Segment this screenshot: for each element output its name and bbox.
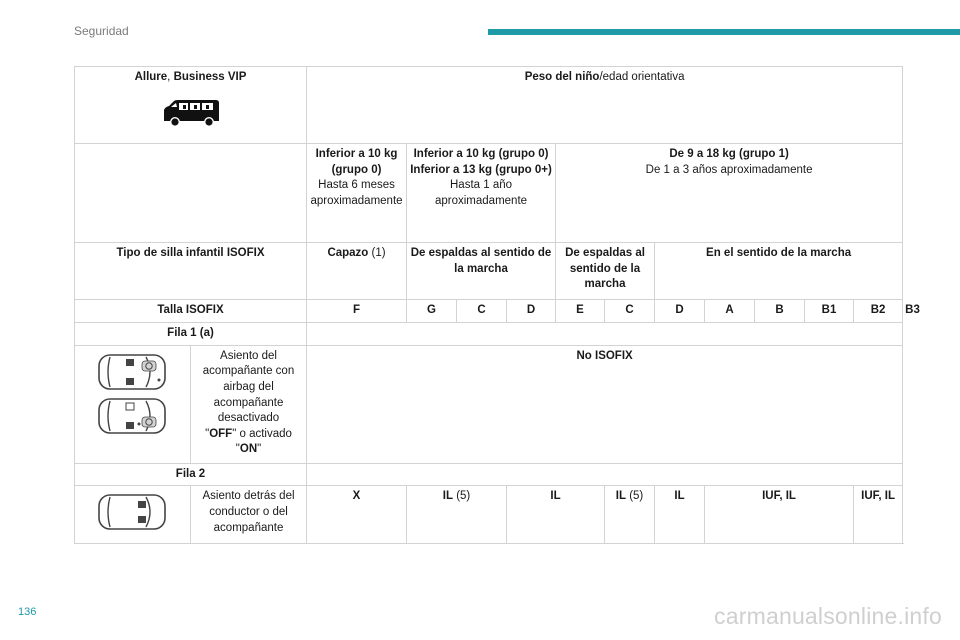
size-cell: G <box>407 300 457 323</box>
car-top-view-icon <box>96 352 170 392</box>
table-row <box>75 486 903 544</box>
size-cell: D <box>655 300 705 323</box>
table-row <box>75 243 903 300</box>
table-row <box>75 67 903 144</box>
group-0plus-cell: Inferior a 10 kg (grupo 0) Inferior a 13 kg (grupo 0+) Hasta 1 año aproximadamente <box>407 144 556 243</box>
size-cell: E <box>556 300 605 323</box>
value-cell: IUF, IL <box>854 486 903 544</box>
rear-seat-diagram-cell <box>75 486 191 544</box>
table-row <box>75 345 903 463</box>
van-icon <box>160 98 222 128</box>
group-0-cell: Inferior a 10 kg (grupo 0) Hasta 6 meses aproximadamente <box>307 144 407 243</box>
size-cell: A <box>705 300 755 323</box>
empty-cell <box>75 144 307 243</box>
table-row: Talla ISOFIX F G C D E C D A B B1 B2 B3 <box>75 300 903 323</box>
section-title: Seguridad <box>74 24 129 38</box>
header-accent-bar <box>488 29 960 35</box>
value-cell: IL <box>507 486 605 544</box>
table-row <box>75 323 903 346</box>
empty-cell <box>307 323 903 346</box>
size-cell: F <box>307 300 407 323</box>
value-cell: IUF, IL <box>705 486 854 544</box>
row-2-label: Fila 2 <box>75 463 307 486</box>
rear-facing-cell: De espaldas al sentido de la marcha <box>407 243 556 300</box>
value-cell: X <box>307 486 407 544</box>
vehicle-version-cell: Allure, Business VIP <box>75 67 307 144</box>
page-number: 136 <box>18 606 37 618</box>
isofix-table <box>74 66 920 544</box>
forward-facing-cell: En el sentido de la marcha <box>655 243 903 300</box>
rear-seat-desc-cell: Asiento detrás del conductor o del acompañante <box>191 486 307 544</box>
passenger-seat-desc-cell: Asiento del acompañante con airbag del acompañante desactivado "OFF" o activado "ON" <box>191 345 307 463</box>
size-cell: B1 <box>805 300 854 323</box>
row-1-label: Fila 1 (a) <box>75 323 307 346</box>
version-name: Allure <box>134 71 168 83</box>
seat-type-label: Tipo de silla infantil ISOFIX <box>75 243 307 300</box>
version-name: Business VIP <box>173 71 247 83</box>
rear-facing-cell-2: De espaldas al sentido de la marcha <box>556 243 655 300</box>
value-cell: IL (5) <box>407 486 507 544</box>
table-row <box>75 463 903 486</box>
size-cell: C <box>605 300 655 323</box>
child-weight-header: Peso del niño/edad orientativa <box>307 67 903 144</box>
empty-cell <box>307 463 903 486</box>
size-cell: B <box>755 300 805 323</box>
size-cell: D <box>507 300 556 323</box>
isofix-size-label: Talla ISOFIX <box>75 300 307 323</box>
watermark: carmanualsonline.info <box>714 603 942 629</box>
value-cell: IL (5) <box>605 486 655 544</box>
capazo-cell: Capazo (1) <box>307 243 407 300</box>
table-row <box>75 144 903 243</box>
size-cell: B2 <box>854 300 903 323</box>
car-top-view-icon <box>96 492 170 532</box>
group-1-cell: De 9 a 18 kg (grupo 1) De 1 a 3 años aproximadamente <box>556 144 903 243</box>
size-cell: C <box>457 300 507 323</box>
no-isofix-cell: No ISOFIX <box>307 345 903 463</box>
value-cell: IL <box>655 486 705 544</box>
car-top-view-icon <box>96 396 170 436</box>
front-seat-diagram-cell <box>75 345 191 463</box>
